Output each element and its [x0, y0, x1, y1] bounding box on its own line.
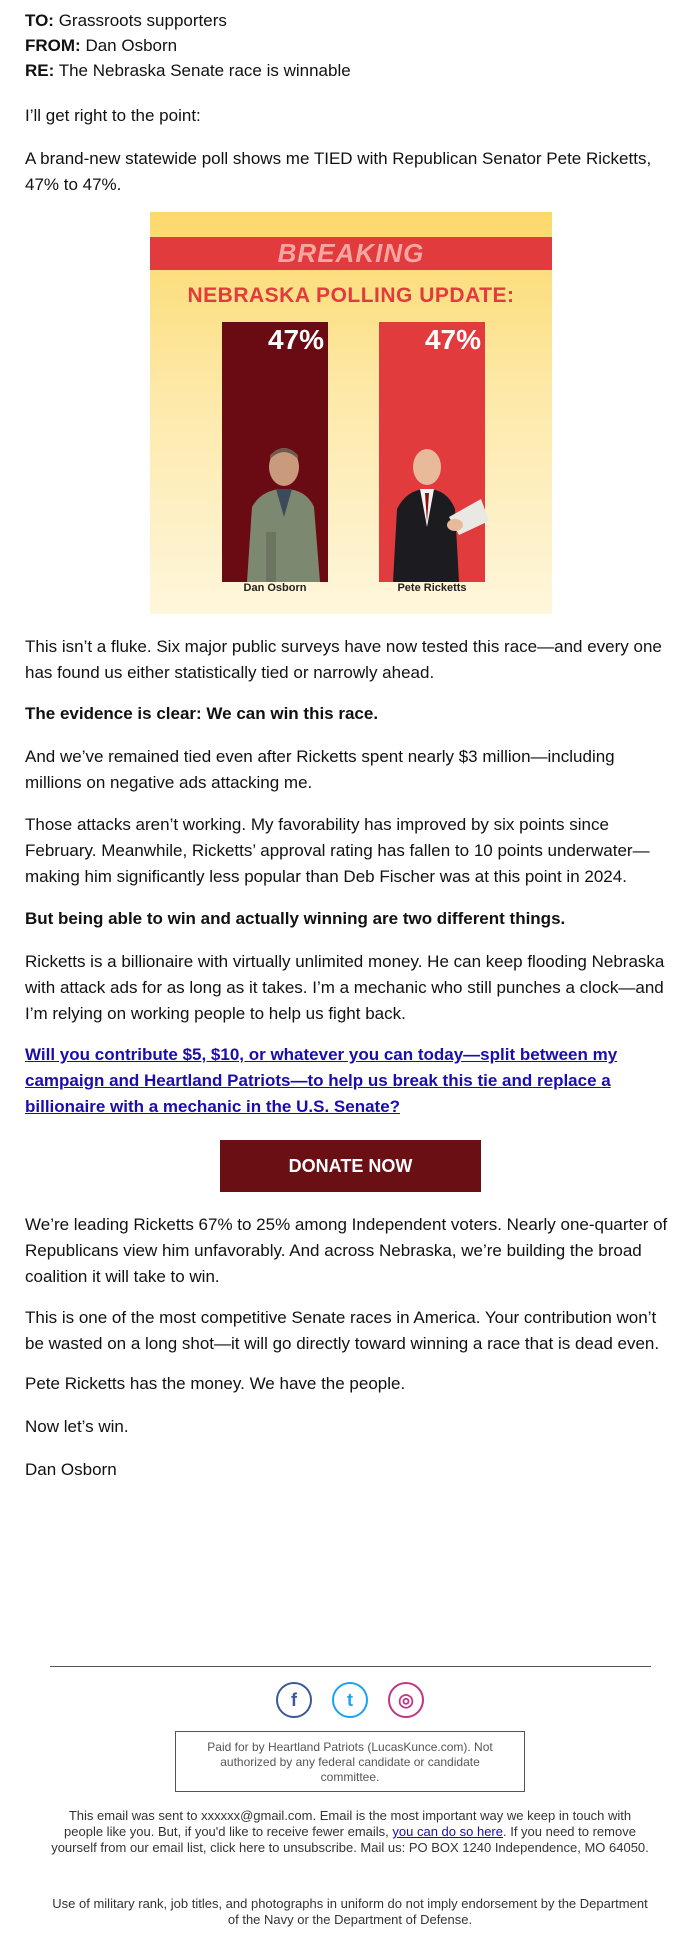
memo-to: TO: Grassroots supporters — [25, 11, 227, 30]
poll-graphic — [150, 212, 552, 614]
recipient-email: xxxxxx@gmail.com — [201, 1808, 313, 1823]
body-paragraph: A brand-new statewide poll shows me TIED with Republican Senator Pete Ricketts, 47% to 47%. — [25, 149, 652, 194]
breaking-banner: BREAKING — [150, 237, 552, 270]
candidate-label-ricketts: Pete Ricketts — [397, 582, 467, 594]
donate-button[interactable]: DONATE NOW — [220, 1140, 481, 1192]
body-paragraph: This is one of the most competitive Senate races in America. Your contribution won’t be wasted on a long shot—it will go directly toward winning a race that is dead even. — [25, 1308, 660, 1353]
body-paragraph: This isn’t a fluke. Six major public surveys have now tested this race—and every one has found us either statistically tied or narrowly ahead. — [25, 637, 662, 682]
body-paragraph: The evidence is clear: We can win this race. — [25, 704, 379, 723]
paid-for-disclaimer: Paid for by Heartland Patriots (LucasKunce.com). Not authorized by any federal candidate or candidate committee. — [175, 1731, 525, 1792]
contribute-link[interactable]: Will you contribute $5, $10, or whatever you can today—split between my campaign and Heartland Patriots—to help us break this tie and replace a billionaire with a mechanic in the U.S. Senate? — [25, 1045, 618, 1116]
footer-divider — [50, 1666, 651, 1667]
body-paragraph: And we’ve remained tied even after Ricketts spent nearly $3 million—including millions on negative ads attacking me. — [25, 747, 615, 792]
candidate-label-osborn: Dan Osborn — [243, 582, 307, 594]
signature: Dan Osborn — [25, 1460, 117, 1479]
body-paragraph: We’re leading Ricketts 67% to 25% among Independent voters. Nearly one-quarter of Republicans view him unfavorably. And across Nebraska, we’re building the broad coalition it will take to win. — [25, 1215, 668, 1286]
body-paragraph: Those attacks aren’t working. My favorability has improved by six points since February. Meanwhile, Ricketts’ approval rating has fallen to 10 points underwater—making him significantly less popular than Deb Fischer was at this point in 2024. — [25, 815, 650, 886]
memo-re: RE: The Nebraska Senate race is winnable — [25, 61, 351, 80]
osborn-photo — [242, 437, 322, 582]
bar-ricketts — [379, 322, 485, 582]
body-paragraph: But being able to win and actually winning are two different things. — [25, 909, 566, 928]
body-paragraph: Ricketts is a billionaire with virtually unlimited money. He can keep flooding Nebraska with attack ads for as long as it takes. I’m a mechanic who still punches a clock—and I’m relying on working people to help us fight back. — [25, 952, 665, 1023]
twitter-icon[interactable]: t — [332, 1682, 368, 1718]
ricketts-photo — [389, 437, 499, 582]
bar-value-ricketts: 47% — [424, 324, 481, 355]
body-paragraph: Pete Ricketts has the money. We have the people. — [25, 1374, 406, 1393]
bar-osborn — [222, 322, 328, 582]
facebook-icon[interactable]: f — [276, 1682, 312, 1718]
fewer-emails-link[interactable]: you can do so here — [392, 1824, 503, 1839]
poll-title: NEBRASKA POLLING UPDATE: — [187, 284, 515, 307]
military-disclaimer: Use of military rank, job titles, and photographs in uniform do not imply endorsement by the Department of the Navy or the Department of Defense. — [52, 1896, 648, 1927]
memo-from: FROM: Dan Osborn — [25, 36, 178, 55]
email-footer-text: This email was sent to xxxxxx@gmail.com. Email is the most important way we keep in touch with people like you. But, if you'd like to receive fewer emails, you can do so here. If you need to remove yourself from our email list, click here to unsubscribe. Mail us: PO BOX 1240 Independence, MO 64050. — [51, 1808, 649, 1855]
bar-value-osborn: 47% — [267, 324, 324, 355]
body-paragraph: I’ll get right to the point: — [25, 106, 201, 125]
body-paragraph: Now let’s win. — [25, 1417, 129, 1436]
instagram-icon[interactable]: ◎ — [388, 1682, 424, 1718]
